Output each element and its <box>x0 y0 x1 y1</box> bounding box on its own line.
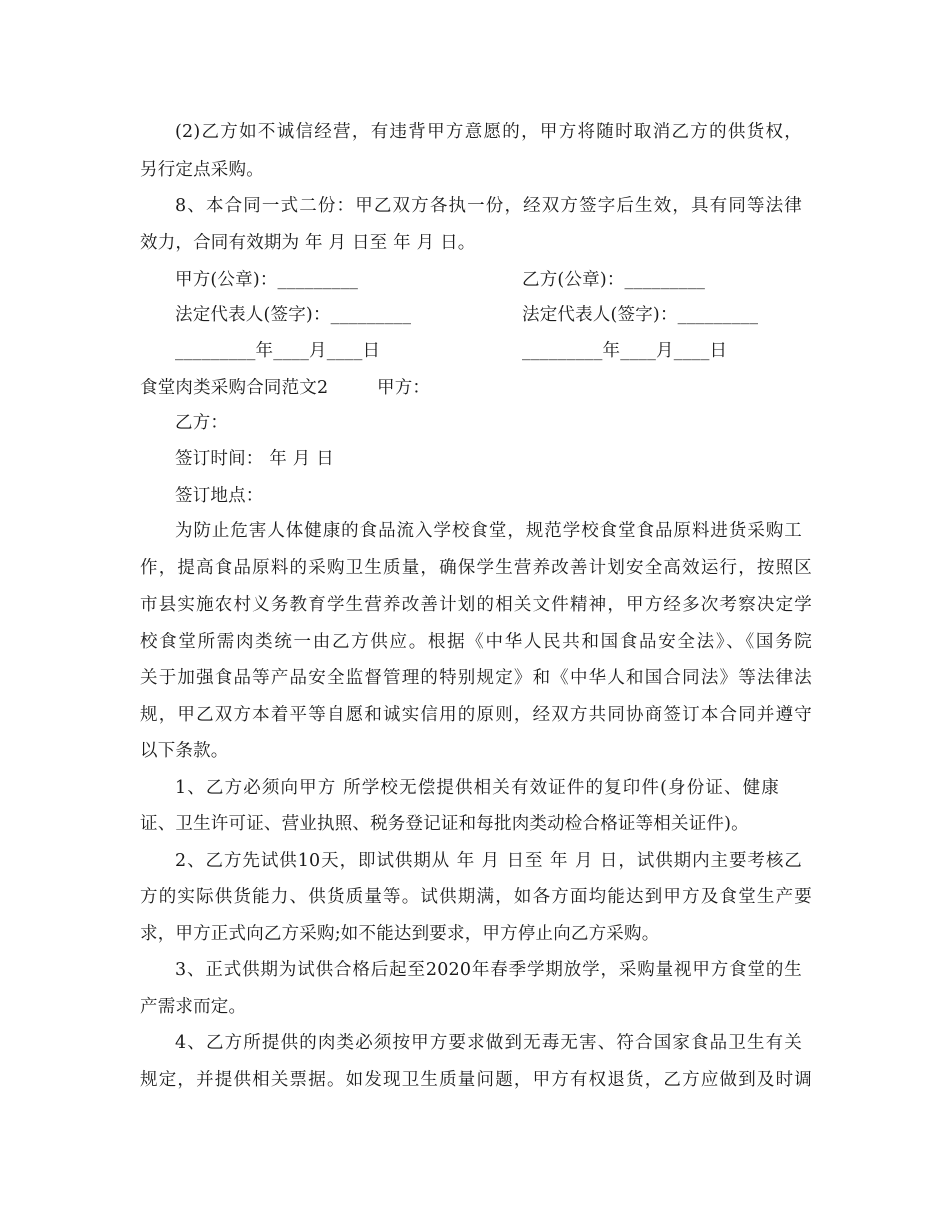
paragraph-line: 产需求而定。 <box>140 997 247 1017</box>
party-b-representative: 法定代表人(签字)：_________ <box>522 305 759 325</box>
party-a-seal: 甲方(公章)：_________ <box>175 270 359 290</box>
sign-time: 签订时间： 年 月 日 <box>175 449 334 469</box>
paragraph-line: 另行定点采购。 <box>140 160 264 180</box>
party-b-label: 乙方： <box>175 413 229 433</box>
party-b-seal: 乙方(公章)：_________ <box>522 270 706 290</box>
paragraph-line: 关于加强食品等产品安全监督管理的特别规定》和《中华人和国合同法》等法律法 <box>140 668 812 688</box>
paragraph-line: 以下条款。 <box>140 741 229 761</box>
paragraph-line: 3、正式供期为试供合格后起至2020年春季学期放学，采购量视甲方食堂的生 <box>175 960 802 980</box>
party-a-representative: 法定代表人(签字)：_________ <box>175 305 412 325</box>
sign-place: 签订地点： <box>175 486 264 506</box>
paragraph-line: 规定，并提供相关票据。如发现卫生质量问题，甲方有权退货，乙方应做到及时调 <box>140 1070 812 1090</box>
paragraph-line: 校食堂所需肉类统一由乙方供应。根据《中华人民共和国食品安全法》、《国务院 <box>140 632 812 652</box>
paragraph-line: 方的实际供货能力、供货质量等。试供期满，如各方面均能达到甲方及食堂生产要 <box>140 887 812 907</box>
paragraph-line: 效力，合同有效期为 年 月 日至 年 月 日。 <box>140 233 476 253</box>
paragraph-line: 1、乙方必须向甲方 所学校无偿提供相关有效证件的复印件(身份证、健康 <box>175 778 779 798</box>
party-a-date: _________年____月____日 <box>175 341 381 361</box>
paragraph-line: 作，提高食品原料的采购卫生质量，确保学生营养改善计划安全高效运行，按照区 <box>140 558 812 578</box>
paragraph-line: 规，甲乙双方本着平等自愿和诚实信用的原则，经双方共同协商签订本合同并遵守 <box>140 705 812 725</box>
paragraph-line: 证、卫生许可证、营业执照、税务登记证和每批肉类动检合格证等相关证件)。 <box>140 814 749 834</box>
paragraph-line: 8、本合同一式二份：甲乙双方各执一份，经双方签字后生效，具有同等法律 <box>175 196 802 216</box>
paragraph-line: 2、乙方先试供10天，即试供期从 年 月 日至 年 月 日，试供期内主要考核乙 <box>175 851 802 871</box>
contract-title: 食堂肉类采购合同范文2 <box>140 378 329 398</box>
paragraph-line: (2)乙方如不诚信经营，有违背甲方意愿的，甲方将随时取消乙方的供货权， <box>175 122 802 142</box>
paragraph-line: 为防止危害人体健康的食品流入学校食堂，规范学校食堂食品原料进货采购工 <box>175 521 802 541</box>
party-a-label: 甲方： <box>377 378 431 398</box>
paragraph-line: 市县实施农村义务教育学生营养改善计划的相关文件精神，甲方经多次考察决定学 <box>140 595 812 615</box>
paragraph-line: 4、乙方所提供的肉类必须按甲方要求做到无毒无害、符合国家食品卫生有关 <box>175 1033 802 1053</box>
paragraph-line: 求，甲方正式向乙方采购;如不能达到要求，甲方停止向乙方采购。 <box>140 924 660 944</box>
party-b-date: _________年____月____日 <box>522 341 728 361</box>
